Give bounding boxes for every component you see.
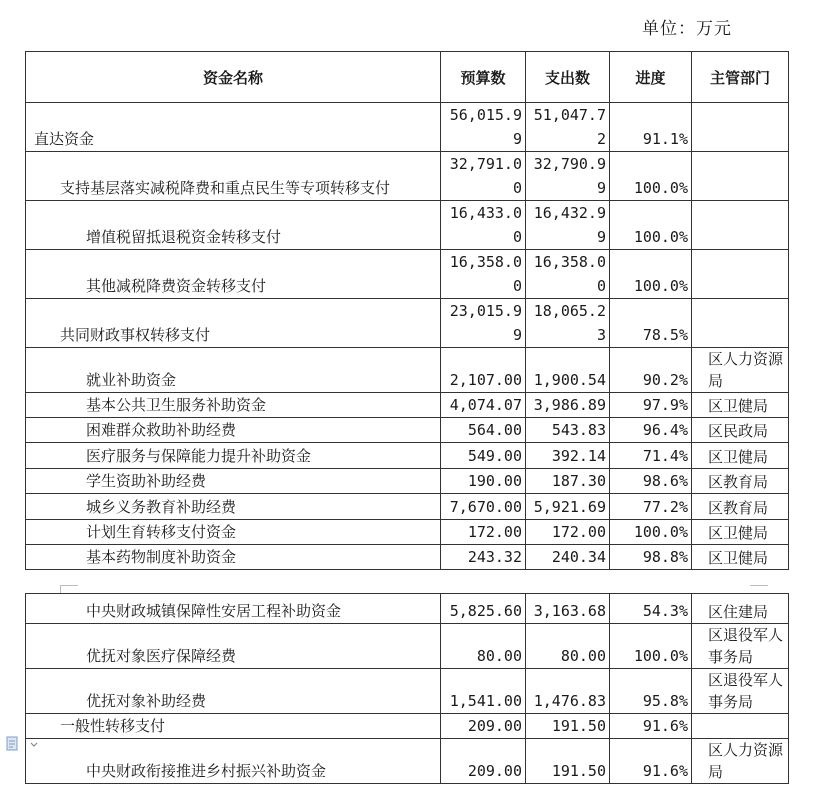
budget-cell: 549.00 [441, 443, 526, 469]
spent-cell: 5,921.69 [526, 494, 610, 520]
fund-name-cell: 一般性转移支付 [26, 714, 441, 739]
table-row [26, 494, 789, 520]
fund-name-cell: 其他减税降费资金转移支付 [26, 250, 441, 299]
budget-cell: 56,015.99 [441, 103, 526, 152]
budget-cell: 209.00 [441, 714, 526, 739]
budget-cell: 80.00 [441, 624, 526, 669]
fund-name-cell: 学生资助补助经费 [26, 469, 441, 494]
table-row [26, 250, 789, 299]
spent-cell: 18,065.23 [526, 299, 610, 348]
header-fund-name: 资金名称 [26, 52, 441, 103]
spent-cell: 187.30 [526, 469, 610, 494]
fund-name-cell: 中央财政衔接推进乡村振兴补助资金 [26, 739, 441, 784]
fund-name-cell: 直达资金 [26, 103, 441, 152]
budget-cell: 16,358.00 [441, 250, 526, 299]
dept-cell: 区卫健局 [692, 393, 789, 418]
spent-cell: 543.83 [526, 418, 610, 443]
header-dept: 主管部门 [692, 52, 789, 103]
progress-cell: 100.0% [610, 201, 692, 250]
spent-cell: 191.50 [526, 714, 610, 739]
page-break [0, 571, 829, 593]
dept-cell [692, 152, 789, 201]
budget-cell: 2,107.00 [441, 348, 526, 393]
progress-cell: 98.8% [610, 545, 692, 570]
budget-cell: 32,791.00 [441, 152, 526, 201]
fund-name-cell: 城乡义务教育补助经费 [26, 494, 441, 520]
spent-cell: 51,047.72 [526, 103, 610, 152]
progress-cell: 54.3% [610, 594, 692, 624]
table-row [26, 418, 789, 443]
dept-cell: 区民政局 [692, 418, 789, 443]
fund-name-cell: 医疗服务与保障能力提升补助资金 [26, 443, 441, 469]
dept-cell: 区人力资源局 [692, 348, 789, 393]
funds-table-page-2 [25, 593, 789, 784]
spent-cell: 392.14 [526, 443, 610, 469]
table-row [26, 299, 789, 348]
header-spent: 支出数 [526, 52, 610, 103]
spent-cell: 172.00 [526, 520, 610, 545]
dept-cell [692, 714, 789, 739]
header-progress: 进度 [610, 52, 692, 103]
unit-label: 单位：万元 [642, 19, 732, 39]
budget-cell: 172.00 [441, 520, 526, 545]
table-row [26, 152, 789, 201]
table-row [26, 545, 789, 570]
budget-cell: 564.00 [441, 418, 526, 443]
budget-cell: 5,825.60 [441, 594, 526, 624]
progress-cell: 91.1% [610, 103, 692, 152]
spent-cell: 3,163.68 [526, 594, 610, 624]
dept-cell: 区卫健局 [692, 443, 789, 469]
fund-name-cell: 困难群众救助补助经费 [26, 418, 441, 443]
dept-cell [692, 299, 789, 348]
table-row [26, 624, 789, 669]
budget-cell: 190.00 [441, 469, 526, 494]
budget-cell: 1,541.00 [441, 669, 526, 714]
spent-cell: 16,358.00 [526, 250, 610, 299]
table-row [26, 103, 789, 152]
dept-cell: 区退役军人事务局 [692, 624, 789, 669]
fund-name-cell: 基本药物制度补助资金 [26, 545, 441, 570]
budget-cell: 16,433.00 [441, 201, 526, 250]
table-row [26, 348, 789, 393]
dept-cell: 区退役军人事务局 [692, 669, 789, 714]
progress-cell: 71.4% [610, 443, 692, 469]
progress-cell: 100.0% [610, 624, 692, 669]
budget-cell: 243.32 [441, 545, 526, 570]
dept-cell [692, 103, 789, 152]
fund-name-cell: 优抚对象补助经费 [26, 669, 441, 714]
fund-name-cell: 共同财政事权转移支付 [26, 299, 441, 348]
table-row [26, 443, 789, 469]
spent-cell: 32,790.99 [526, 152, 610, 201]
chevron-down-icon[interactable] [30, 742, 38, 748]
progress-cell: 100.0% [610, 152, 692, 201]
fund-name-cell: 就业补助资金 [26, 348, 441, 393]
progress-cell: 100.0% [610, 250, 692, 299]
table-row [26, 520, 789, 545]
progress-cell: 77.2% [610, 494, 692, 520]
budget-cell: 209.00 [441, 739, 526, 784]
progress-cell: 98.6% [610, 469, 692, 494]
dept-cell: 区人力资源局 [692, 739, 789, 784]
table-row [26, 469, 789, 494]
spent-cell: 3,986.89 [526, 393, 610, 418]
spent-cell: 1,476.83 [526, 669, 610, 714]
budget-cell: 23,015.99 [441, 299, 526, 348]
progress-cell: 95.8% [610, 669, 692, 714]
fund-name-cell: 中央财政城镇保障性安居工程补助资金 [26, 594, 441, 624]
fund-name-cell: 支持基层落实减税降费和重点民生等专项转移支付 [26, 152, 441, 201]
table-row [26, 714, 789, 739]
progress-cell: 91.6% [610, 714, 692, 739]
fund-name-cell: 增值税留抵退税资金转移支付 [26, 201, 441, 250]
table-row [26, 669, 789, 714]
progress-cell: 96.4% [610, 418, 692, 443]
funds-table-page-1 [25, 51, 789, 570]
spent-cell: 240.34 [526, 545, 610, 570]
progress-cell: 97.9% [610, 393, 692, 418]
budget-cell: 7,670.00 [441, 494, 526, 520]
fund-name-cell: 基本公共卫生服务补助资金 [26, 393, 441, 418]
progress-cell: 91.6% [610, 739, 692, 784]
fund-name-cell: 优抚对象医疗保障经费 [26, 624, 441, 669]
dept-cell: 区教育局 [692, 494, 789, 520]
table-header-row [26, 52, 789, 103]
table-row [26, 393, 789, 418]
spent-cell: 191.50 [526, 739, 610, 784]
dept-cell: 区住建局 [692, 594, 789, 624]
spent-cell: 1,900.54 [526, 348, 610, 393]
dept-cell: 区教育局 [692, 469, 789, 494]
progress-cell: 100.0% [610, 520, 692, 545]
table-row [26, 739, 789, 784]
table-row [26, 201, 789, 250]
dept-cell [692, 201, 789, 250]
fund-name-cell: 计划生育转移支付资金 [26, 520, 441, 545]
spent-cell: 80.00 [526, 624, 610, 669]
budget-cell: 4,074.07 [441, 393, 526, 418]
progress-cell: 90.2% [610, 348, 692, 393]
dept-cell: 区卫健局 [692, 520, 789, 545]
dept-cell [692, 250, 789, 299]
table-row [26, 594, 789, 624]
document-options-icon[interactable] [6, 736, 20, 752]
spent-cell: 16,432.99 [526, 201, 610, 250]
dept-cell: 区卫健局 [692, 545, 789, 570]
header-budget: 预算数 [441, 52, 526, 103]
progress-cell: 78.5% [610, 299, 692, 348]
